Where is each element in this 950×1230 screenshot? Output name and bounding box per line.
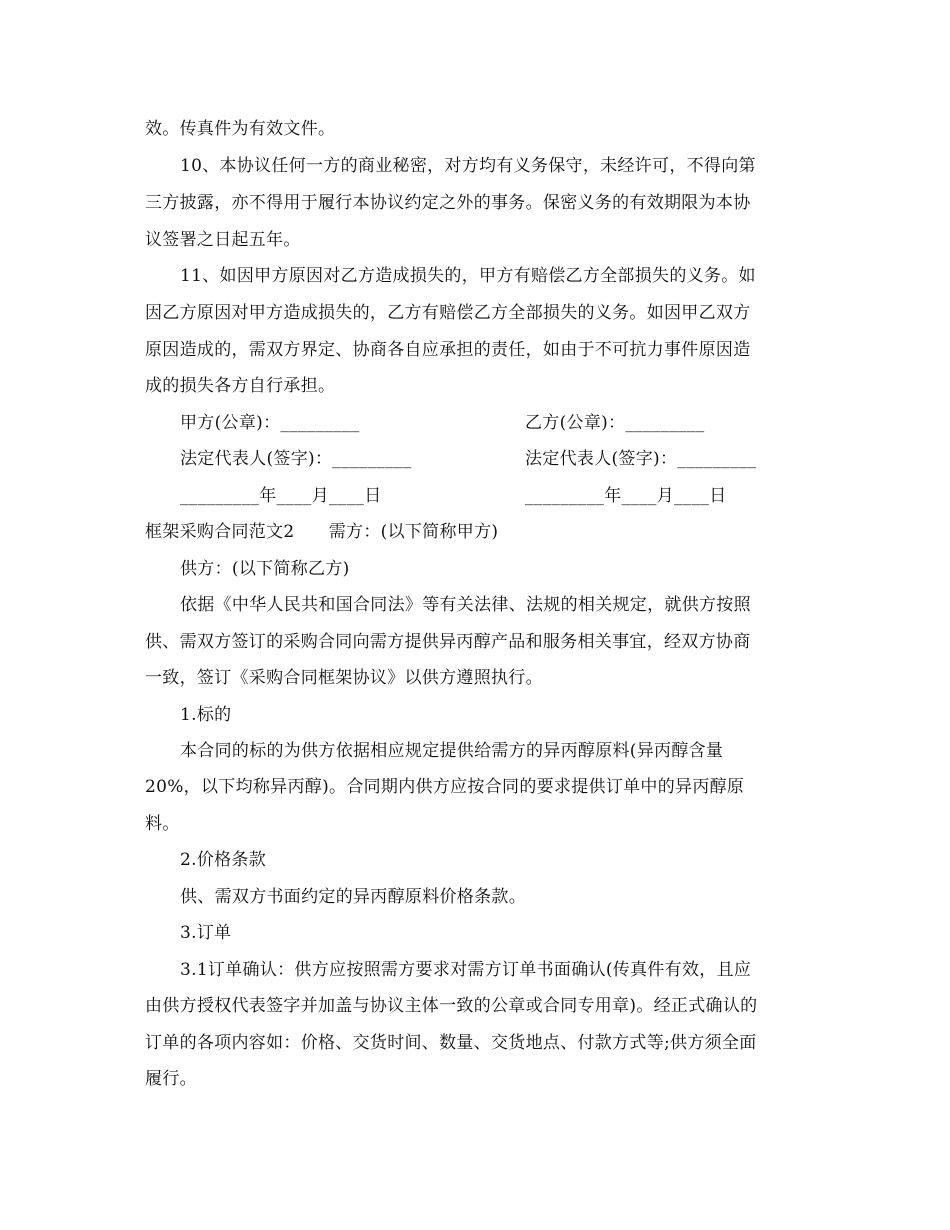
party-b-date: _________年____月____日 — [525, 486, 727, 506]
section-1-line-3: 料。 — [145, 814, 180, 834]
section-1-heading: 1.标的 — [180, 705, 232, 725]
section-2-heading: 2.价格条款 — [180, 850, 267, 870]
clause-10-line-2: 三方披露，亦不得用于履行本协议约定之外的事务。保密义务的有效期限为本协 — [145, 193, 751, 213]
section-3-line-2: 由供方授权代表签字并加盖与协议主体一致的公章或合同专用章)。经正式确认的 — [145, 996, 758, 1016]
section-3-line-1: 3.1订单确认：供方应按照需方要求对需方订单书面确认(传真件有效，且应 — [180, 960, 752, 980]
party-a-date: _________年____月____日 — [180, 486, 382, 506]
section-3-heading: 3.订单 — [180, 923, 232, 943]
clause-10-line-1: 10、本协议任何一方的商业秘密，对方均有义务保守，未经许可，不得向第 — [180, 156, 756, 176]
supplier-line: 供方：(以下简称乙方) — [180, 559, 350, 579]
paragraph-tail: 效。传真件为有效文件。 — [145, 119, 336, 139]
section-2-body: 供、需双方书面约定的异丙醇原料价格条款。 — [180, 887, 526, 907]
party-b-representative: 法定代表人(签字)：_________ — [525, 449, 757, 469]
clause-10-line-3: 议签署之日起五年。 — [145, 230, 301, 250]
section-3-line-4: 履行。 — [145, 1069, 197, 1089]
section-1-line-1: 本合同的标的为供方依据相应规定提供给需方的异丙醇原料(异丙醇含量 — [180, 741, 724, 761]
section-3-line-3: 订单的各项内容如：价格、交货时间、数量、交货地点、付款方式等;供方须全面 — [145, 1033, 757, 1053]
clause-11-line-4: 成的损失各方自行承担。 — [145, 376, 336, 396]
contract-title-2: 框架采购合同范文2 需方：(以下简称甲方) — [145, 522, 499, 542]
party-b-seal: 乙方(公章)：_________ — [525, 413, 705, 433]
clause-11-line-1: 11、如因甲方原因对乙方造成损失的，甲方有赔偿乙方全部损失的义务。如 — [180, 266, 756, 286]
section-1-line-2: 20%，以下均称异丙醇)。合同期内供方应按合同的要求提供订单中的异丙醇原 — [145, 777, 745, 797]
clause-11-line-3: 原因造成的，需双方界定、协商各自应承担的责任，如由于不可抗力事件原因造 — [145, 340, 751, 360]
party-a-representative: 法定代表人(签字)：_________ — [180, 449, 412, 469]
clause-11-line-2: 因乙方原因对甲方造成损失的，乙方有赔偿乙方全部损失的义务。如因甲乙双方 — [145, 303, 751, 323]
intro-line-2: 供、需双方签订的采购合同向需方提供异丙醇产品和服务相关事宜，经双方协商 — [145, 632, 751, 652]
intro-line-3: 一致，签订《采购合同框架协议》以供方遵照执行。 — [145, 668, 543, 688]
intro-line-1: 依据《中华人民共和国合同法》等有关法律、法规的相关规定，就供方按照 — [180, 595, 751, 615]
party-a-seal: 甲方(公章)：_________ — [180, 413, 360, 433]
